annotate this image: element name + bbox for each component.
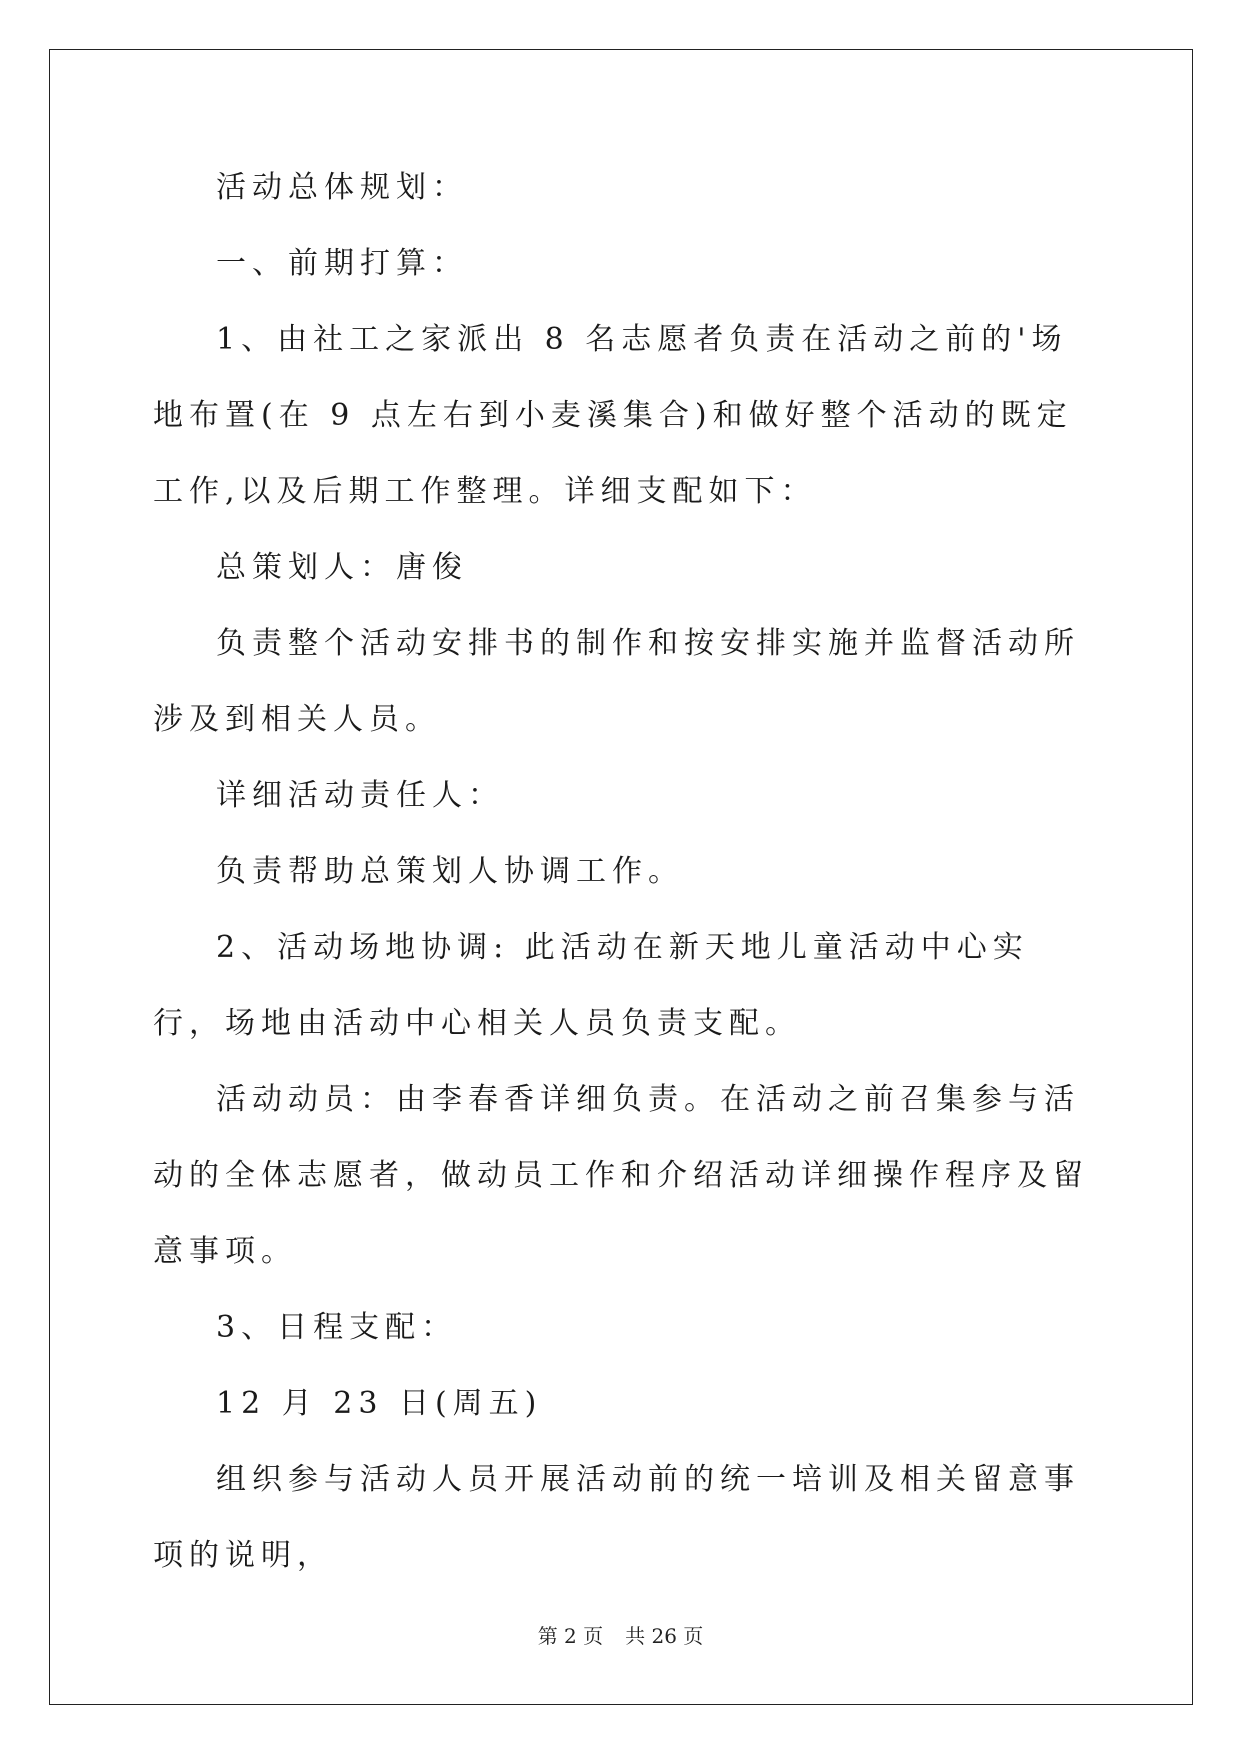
paragraph: 详细活动责任人： bbox=[216, 778, 504, 813]
paragraph: 2、活动场地协调: 此活动在新天地儿童活动中心实行，场地由活动中心相关人员负责支配。 bbox=[153, 930, 1029, 1041]
paragraph: 总策划人：唐俊 bbox=[216, 550, 468, 585]
paragraph: 12 月 23 日(周五) bbox=[216, 1386, 543, 1421]
paragraph: 1、由社工之家派出 8 名志愿者负责在活动之前的'场地布置(在 9 点左右到小麦溪集合)和做好整个活动的既定工作,以及后期工作整理。详细支配如下： bbox=[153, 322, 1073, 509]
paragraph: 一、前期打算： bbox=[216, 246, 468, 281]
paragraph: 活动总体规划： bbox=[216, 170, 468, 205]
paragraph: 3、日程支配： bbox=[216, 1310, 458, 1345]
page-total: 共 26 页 bbox=[625, 1624, 704, 1648]
page-number: 第 2 页 bbox=[537, 1624, 604, 1648]
paragraph: 负责帮助总策划人协调工作。 bbox=[216, 854, 684, 889]
paragraph: 活动动员：由李春香详细负责。在活动之前召集参与活动的全体志愿者，做动员工作和介绍活动详细操作程序及留意事项。 bbox=[153, 1082, 1089, 1269]
page-footer bbox=[0, 1620, 1241, 1649]
document-body bbox=[153, 150, 1093, 1594]
paragraph: 组织参与活动人员开展活动前的统一培训及相关留意事项的说明， bbox=[153, 1462, 1080, 1573]
paragraph: 负责整个活动安排书的制作和按安排实施并监督活动所涉及到相关人员。 bbox=[153, 626, 1080, 737]
